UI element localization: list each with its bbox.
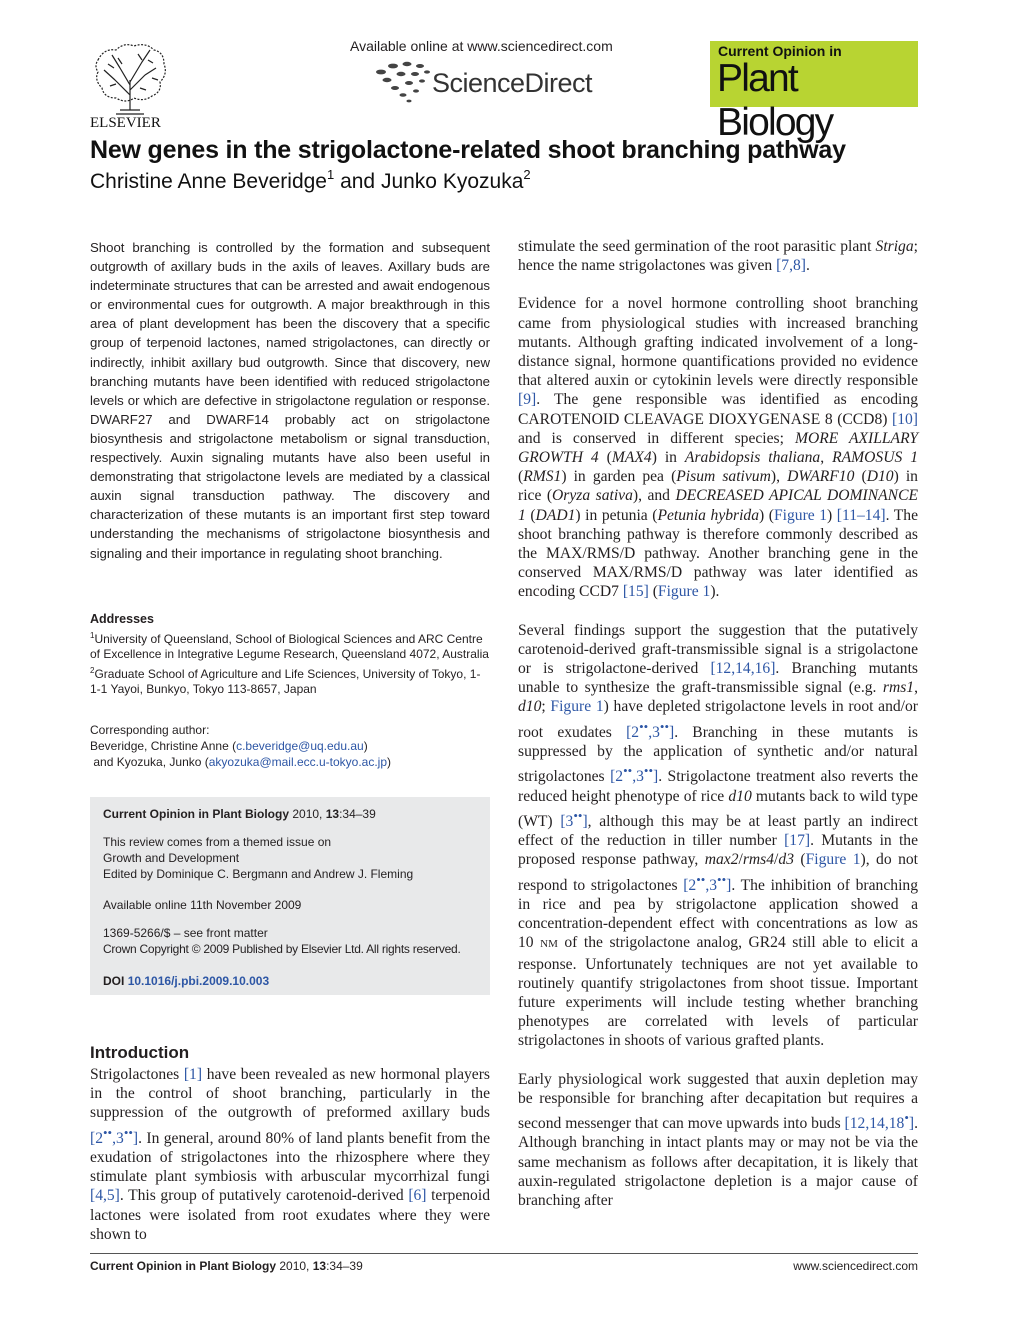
article-info-box [90,797,490,995]
address-2 [90,663,490,698]
citation-link[interactable]: [4,5] [90,1187,120,1205]
citation-link[interactable]: [11–14] [836,506,886,524]
copyright-line: Crown Copyright © 2009 Published by Elsevier Ltd. All rights reserved. [103,942,461,956]
citation-link[interactable]: [2••,3••] [626,718,675,741]
citation-link[interactable]: [1] [183,1066,203,1083]
doi-line [103,973,488,989]
figure-link[interactable]: Figure 1 [805,851,861,869]
doi-label: DOI [103,974,125,988]
citation-link[interactable]: [2••,3••] [683,871,732,894]
citation-line [103,806,488,822]
journal-brand-line2: Plant Biology [717,57,833,144]
corresponding-line-2 [90,754,490,770]
body-paragraph: Evidence for a novel hormone controlling shoot branching came from physiological studies with increased branching mutants. Although grafting indicated involvement of a long-distance signal, hormone quantifications provided no evidence that altered auxin or cytokinin levels were directly responsible [9]. The gene responsible was identified as encoding CAROTENOID CLEAVAGE DIOXYGENASE 8 (CCD8) [10] and is conserved in different species; MORE AXILLARY GROWTH 4 (MAX4) in Arabidopsis thaliana, RAMOSUS 1 (RMS1) in garden pea (Pisum sativum), DWARF10 (D10) in rice (Oryza sativa), and DECREASED APICAL DOMINANCE 1 (DAD1) in petunia (Petunia hybrida) (Figure 1) [11–14]. The shoot branching pathway is therefore commonly described as the MAX/RMS/D pathway. Another branching gene in the conserved MAX/RMS/D pathway was later identified as encoding CCD7 [15] (Figure 1). [518,295,918,601]
author-2-affiliation: 2 [523,167,531,182]
editors-line: Edited by Dominique C. Bergmann and Andrew J. Fleming [103,867,414,881]
addresses [90,612,490,698]
footer-journal: Current Opinion in Plant Biology [90,1259,276,1273]
themed-issue-line: This review comes from a themed issue on [103,835,332,849]
citation-pages: :34–39 [339,807,376,821]
footer-volume: 13 [312,1259,327,1273]
citation-link[interactable]: [9] [518,391,537,409]
corresponding-name-1: Beveridge, Christine Anne ( [90,739,237,753]
addresses-heading: Addresses [90,612,154,626]
journal-brand-line1: Current Opinion in [718,43,842,59]
themed-issue-name: Growth and Development [103,851,240,865]
email-link-2[interactable]: akyozuka@mail.ecc.u-tokyo.ac.jp [208,755,388,769]
elsevier-tree-logo [90,40,170,130]
corresponding-heading: Corresponding author: [90,723,210,737]
body-paragraph: Several findings support the suggestion that the putatively carotenoid-derived graft-transmissible signal is a strigolactone or is strigolactone-derived [12,14,16]. Branching mutants unable to synthesize the graft-transmissible signal (e.g. rms1, d10; Figure 1) have depleted strigolactone levels in root and/or root exudates [2••,3••]. Branching in these mutants is suppressed by the application of synthetic and/or natural strigolactones [2••,3••]. Strigolactone treatment also reverts the reduced height phenotype of rice d10 mutants back to wild type (WT) [3••], although this may be at least partly an indirect effect of the reduction in tiller number [17]. Mutants in the proposed response pathway, max2/rms4/d3 (Figure 1), do not respond to strigolactones [2••,3••]. The inhibition of branching in rice and pea by strigolactone application showed a concentration-dependent effect with concentrations as low as 10 NM of the strigolactone analog, GR24 still able to elicit a response. Unfortunately techniques are not yet available to routinely quantify strigolactones from shoot tissue. Important future experiments will include testing whether branching phenotypes are correlated with levels of particular strigolactones in shoots of various grafted plants. [518,621,919,1050]
author-1: Christine Anne Beveridge [90,170,327,193]
citation-link[interactable]: [15] [622,583,649,601]
introduction-paragraph: Strigolactones [1] have been revealed as new hormonal players in the control of shoot branching, particularly in the suppression of the outgrowth of preformed axillary buds [2••,3••]. In general, around 80% of land plants benefit from the exudation of strigolactones into the rhizosphere where they stimulate plant symbiosis with arbuscular mycorrhizal fungi [4,5]. This group of putatively carotenoid-derived [6] terpenoid lactones were isolated from root exudates where they were shown to [90,1066,490,1243]
address-1-text: University of Queensland, School of Biological Sciences and ARC Centre of Excellence in Integrative Legume Research, Queensland 4072, Australia [90,631,489,661]
body-paragraph: stimulate the seed germination of the root parasitic plant Striga; hence the name strigolactones was given [7,8]. [518,238,918,275]
citation-link[interactable]: [6] [408,1187,427,1205]
corresponding-line-1 [90,738,490,754]
figure-link[interactable]: Figure 1 [550,698,604,716]
paren-close-1: ) [363,739,368,753]
figure-link[interactable]: Figure 1 [657,583,711,601]
citation-link[interactable]: [12,14,16] [710,660,776,678]
sciencedirect-logo [375,60,615,104]
citation-link[interactable]: [2••,3••] [90,1124,139,1147]
article-title: New genes in the strigolactone-related shoot branching pathway [90,136,846,164]
footer-pages: :34–39 [326,1259,363,1273]
body-paragraph: Early physiological work suggested that auxin depletion may be responsible for branching after decapitation but requires a second messenger that can move upwards into buds [12,14,18•]. Although branching in intact plants may or may not be via the same mechanism as follows after decapitation, it is likely that auxin-regulated strigolactone depletion is a major cause of branching after [518,1070,918,1210]
corresponding-author [90,722,490,770]
citation-volume: 13 [325,807,340,821]
author-conjunction: and [340,170,376,193]
author-line [90,167,531,194]
footer-rule [90,1253,918,1254]
doi-link[interactable]: 10.1016/j.pbi.2009.10.003 [127,974,270,988]
journal-brand-box [710,41,918,144]
available-online-text: Available online at www.sciencedirect.com [350,38,613,54]
issn-line: 1369-5266/$ – see front matter [103,926,268,940]
footer-citation [90,1259,363,1273]
abstract: Shoot branching is controlled by the formation and subsequent outgrowth of axillary buds in the axils of leaves. Axillary buds are indeterminate structures that can be arrested and await endogenous or environmental cues for outgrowth. A major breakthrough in this area of plant development has been the discovery that a specific group of terpenoid lactones, named strigolactones, can directly or indirectly, inhibit axillary bud outgrowth. Since that discovery, new branching mutants have been identified with reduced strigolactone levels or which are defective in strigolactone regulation or response. DWARF27 and DWARF14 probably act on strigolactone biosynthesis and strigolactone metabolism or signal transduction, respectively. Auxin signaling mutants have also been useful in demonstrating that strigolactone levels are mediated by a classical auxin signal transduction pathway. The discovery and characterization of these mutants is an important first step toward understanding the mechanisms of strigolactone biosynthesis and signaling and their importance in regulating shoot branching. [90,240,490,561]
email-link-1[interactable]: c.beveridge@uq.edu.au [236,739,364,753]
citation-journal: Current Opinion in Plant Biology [103,807,289,821]
footer-url[interactable]: www.sciencedirect.com [793,1259,918,1273]
citation-link[interactable]: [17] [784,832,811,850]
address-1-marker: 1 [90,630,95,640]
publisher-name: ELSEVIER [90,115,161,130]
corresponding-name-2: and Kyozuka, Junko ( [93,755,209,769]
introduction-heading: Introduction [90,1043,190,1062]
paren-close-2: ) [387,755,392,769]
address-2-marker: 2 [90,665,95,675]
figure-link[interactable]: Figure 1 [773,506,828,524]
sciencedirect-wordmark: ScienceDirect [432,68,593,98]
sciencedirect-dots-icon [375,60,433,104]
right-column-body [518,237,918,1229]
address-2-text: Graduate School of Agriculture and Life Sciences, University of Tokyo, 1-1-1 Yayoi, Bunkyo, Tokyo 113-8657, Japan [90,666,481,696]
available-online-date: Available online 11th November 2009 [103,898,302,912]
citation-year: 2010, [292,807,323,821]
footer-year: 2010, [279,1259,310,1273]
address-1 [90,628,490,663]
citation-link[interactable]: [3••] [560,807,588,831]
author-2: Junko Kyozuka [380,170,524,193]
citation-link[interactable]: [2••,3••] [610,763,659,786]
author-1-affiliation: 1 [326,167,335,182]
citation-link[interactable]: [10] [892,410,918,428]
citation-link[interactable]: [7,8] [776,257,806,275]
citation-link[interactable]: [12,14,18•] [844,1110,915,1133]
